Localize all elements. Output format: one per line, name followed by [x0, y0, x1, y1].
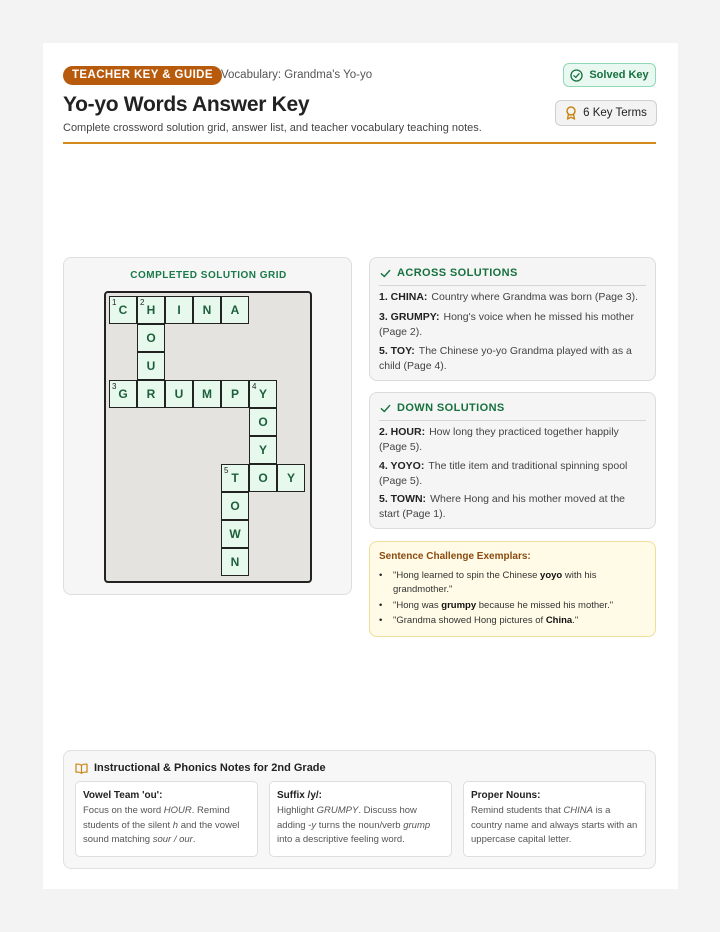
across-clue-1: 1. CHINA: Country where Grandma was born (Page 3). [379, 291, 639, 303]
grid-cell [165, 296, 193, 324]
exemplars-title: Sentence Challenge Exemplars: [379, 551, 531, 562]
down-clue-2: 2. HOUR: How long they practiced together happily (Page 5). [379, 426, 619, 453]
grid-cell [249, 464, 277, 492]
note-title: Proper Nouns: [471, 790, 541, 801]
down-clue-5: 5. TOWN: Where Hong and his mother moved at the start (Page 1). [379, 493, 625, 520]
exemplar-item: • "Hong was grumpy because he missed his mother." [379, 599, 647, 613]
grid-letter: Y [258, 387, 267, 401]
grid-cell [137, 296, 165, 324]
award-ribbon-icon [565, 106, 577, 120]
key-terms-badge [555, 100, 657, 126]
grid-cell [165, 380, 193, 408]
grid-cell [137, 324, 165, 352]
exemplar-item: • "Grandma showed Hong pictures of China." [379, 614, 647, 628]
grid-cell [249, 380, 277, 408]
grid-cell [221, 492, 249, 520]
grid-letter: N [202, 303, 212, 317]
note-title: Suffix /y/: [277, 790, 323, 801]
down-clue-4: 4. YOYO: The title item and traditional spinning spool (Page 5). [379, 460, 628, 487]
clue-number: 2 [140, 298, 145, 307]
grid-letter: U [174, 387, 184, 401]
note-body: Highlight GRUMPY. Discuss how adding -y turns the noun/verb grump into a descriptive feeling word. [277, 805, 431, 845]
grid-cell [221, 296, 249, 324]
solved-key-label: Solved Key [589, 69, 649, 81]
across-solutions-header [380, 267, 518, 279]
solution-grid-label: COMPLETED SOLUTION GRID [130, 270, 287, 281]
grid-cell [221, 464, 249, 492]
grid-letter: Y [286, 471, 295, 485]
grid-cell [193, 296, 221, 324]
grid-cell [249, 408, 277, 436]
clue-number: 4 [252, 382, 257, 391]
grid-cell [277, 464, 305, 492]
divider [379, 420, 646, 421]
solution-grid-card [63, 257, 352, 595]
grid-letter: Y [258, 443, 267, 457]
key-terms-label: 6 Key Terms [583, 107, 647, 119]
clue-number: 3 [112, 382, 117, 391]
check-circle-icon [570, 69, 583, 82]
grid-letter: N [230, 555, 240, 569]
grid-cell [109, 380, 137, 408]
solved-key-badge [563, 63, 656, 87]
note-card-suffix [269, 781, 452, 857]
crossword-board [104, 291, 312, 583]
grid-letter: U [146, 359, 156, 373]
notes-heading: Instructional & Phonics Notes for 2nd Grade [94, 762, 326, 774]
grid-letter: A [230, 303, 240, 317]
teacher-key-badge: TEACHER KEY & GUIDE [63, 66, 222, 85]
grid-cell [249, 436, 277, 464]
across-solutions-heading: ACROSS SOLUTIONS [397, 267, 518, 279]
answer-key-page [43, 43, 678, 889]
grid-letter: O [258, 415, 268, 429]
vocabulary-label: Vocabulary: Grandma's Yo-yo [221, 69, 373, 81]
across-clue-5: 5. TOY: The Chinese yo-yo Grandma played with as a child (Page 4). [379, 345, 632, 372]
grid-cell [193, 380, 221, 408]
check-icon [380, 403, 391, 414]
grid-letter: P [230, 387, 239, 401]
down-solutions-heading: DOWN SOLUTIONS [397, 402, 505, 414]
across-clue-3: 3. GRUMPY: Hong's voice when he missed his mother (Page 2). [379, 311, 634, 338]
down-solutions-header [380, 402, 505, 414]
grid-letter: H [146, 303, 156, 317]
grid-letter: C [118, 303, 128, 317]
note-card-vowel-team [75, 781, 258, 857]
page-title: Yo-yo Words Answer Key [63, 93, 310, 116]
grid-letter: O [230, 499, 240, 513]
header-divider [63, 142, 656, 144]
note-title: Vowel Team 'ou': [83, 790, 163, 801]
notes-header [75, 762, 326, 774]
grid-cell [221, 380, 249, 408]
grid-cell [221, 548, 249, 576]
sentence-exemplars-card [369, 541, 656, 637]
note-body: Focus on the word HOUR. Remind students of the silent h and the vowel sound matching sour / our. [83, 805, 240, 845]
page-subtitle: Complete crossword solution grid, answer list, and teacher vocabulary teaching notes. [63, 122, 482, 134]
exemplar-item: • "Hong learned to spin the Chinese yoyo with his grandmother." [379, 569, 647, 597]
divider [379, 285, 646, 286]
grid-letter: T [231, 471, 239, 485]
grid-cell [109, 296, 137, 324]
check-icon [380, 268, 391, 279]
open-book-icon [75, 763, 88, 774]
grid-cell [137, 380, 165, 408]
grid-letter: I [177, 303, 181, 317]
exemplars-list [379, 569, 647, 630]
clue-number: 1 [112, 298, 117, 307]
grid-letter: W [229, 527, 241, 541]
across-solutions-card [369, 257, 656, 381]
clue-number: 5 [224, 466, 229, 475]
grid-letter: M [202, 387, 212, 401]
phonics-notes-section [63, 750, 656, 869]
grid-letter: R [146, 387, 156, 401]
grid-cell [137, 352, 165, 380]
grid-cell [221, 520, 249, 548]
note-body: Remind students that CHINA is a country name and always starts with an uppercase capital letter. [471, 805, 638, 845]
note-card-proper-nouns [463, 781, 646, 857]
down-solutions-card [369, 392, 656, 529]
grid-letter: G [118, 387, 128, 401]
grid-letter: O [146, 331, 156, 345]
grid-letter: O [258, 471, 268, 485]
